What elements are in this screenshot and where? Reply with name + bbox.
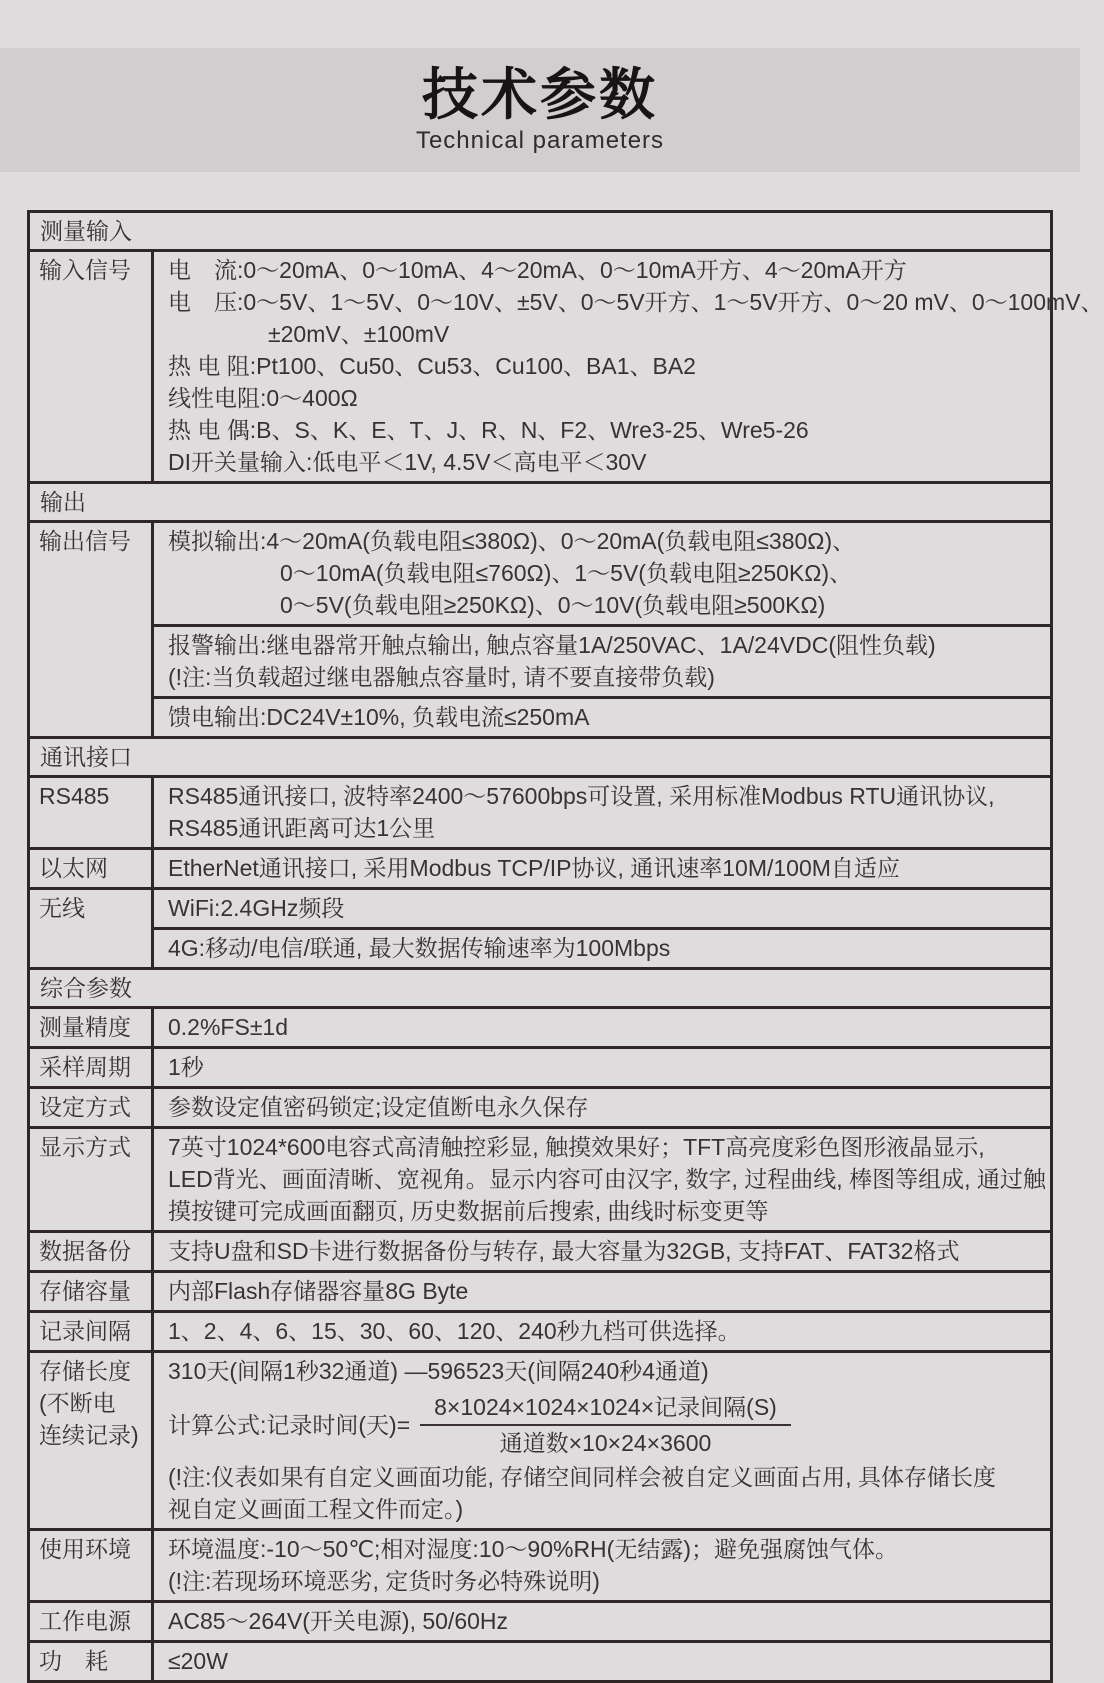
label-line: 连续记录) [39,1422,139,1448]
cell-content [154,850,1050,887]
table-row-output-signal [30,520,1050,736]
environment-block [154,1531,1050,1600]
text-line: 0～10mA(负载电阻≤760Ω)、1～5V(负载电阻≥250KΩ)、 [280,560,853,586]
page-title: 技术参数 [422,63,658,126]
cell-content [154,1233,1050,1270]
label-line: 存储长度 [39,1358,131,1384]
text-line: 报警输出:继电器常开触点输出, 触点容量1A/250VAC、1A/24VDC(阻性负载) [168,632,936,658]
cell-label: 工作电源 [30,1603,154,1640]
cell-content [154,1643,1050,1680]
display-block [154,1129,1050,1230]
text-line: WiFi:2.4GHz频段 [168,895,345,921]
feed-output-block [154,696,1050,736]
storage-formula [168,1391,1042,1459]
text-line: 0.2%FS±1d [168,1014,289,1040]
text-line: 电 压:0～5V、1～5V、0～10V、±5V、0～5V开方、1～5V开方、0～20 mV、0～100mV、 [168,289,1104,315]
table-row-storage-length [30,1350,1050,1528]
text-line: 热 电 偶:B、S、K、E、T、J、R、N、F2、Wre3-25、Wre5-26 [168,417,809,443]
section-header-general: 综合参数 [30,967,1050,1006]
cell-content [154,252,1104,481]
cell-label: 使用环境 [30,1531,154,1600]
cell-label [30,1353,154,1528]
text-line: 视自定义画面工程文件而定。) [168,1496,464,1522]
formula-prefix: 计算公式:记录时间(天)= [168,1412,411,1438]
text-line: (!注:当负载超过继电器触点容量时, 请不要直接带负载) [168,664,715,690]
table-row-interval [30,1310,1050,1350]
table-row-wireless [30,887,1050,967]
cell-label: 设定方式 [30,1089,154,1126]
ethernet-block [154,850,1050,887]
storage-length-block [154,1353,1050,1528]
cell-label: 无线 [30,890,154,967]
cell-content [154,890,1050,967]
table-row-backup [30,1230,1050,1270]
cell-content [154,1353,1050,1528]
text-line: 馈电输出:DC24V±10%, 负载电流≤250mA [168,704,590,730]
text-line: 模拟输出:4～20mA(负载电阻≤380Ω)、0～20mA(负载电阻≤380Ω)、 [168,528,856,554]
cell-content [154,1273,1050,1310]
table-row-accuracy [30,1006,1050,1046]
4g-block [154,927,1050,967]
page-subtitle: Technical parameters [415,127,665,154]
cell-content [154,1603,1050,1640]
section-header-output: 输出 [30,481,1050,520]
table-row-environment [30,1528,1050,1600]
text-line: 热 电 阻:Pt100、Cu50、Cu53、Cu100、BA1、BA2 [168,353,696,379]
text-line: 线性电阻:0～400Ω [168,385,358,411]
table-row-input-signal [30,249,1104,481]
text-line: DI开关量输入:低电平＜1V, 4.5V＜高电平＜30V [168,449,647,475]
cell-label: 输出信号 [30,523,154,736]
text-line: LED背光、画面清晰、宽视角。显示内容可由汉字, 数字, 过程曲线, 棒图等组成, 通过触 [168,1166,1046,1192]
cell-content [154,1049,1050,1086]
cell-content [154,1009,1050,1046]
cell-content [154,523,1050,736]
text-line: 环境温度:-10～50℃;相对湿度:10～90%RH(无结露)；避免强腐蚀气体。 [168,1536,898,1562]
text-line: 内部Flash存储器容量8G Byte [168,1278,469,1304]
cell-label: 数据备份 [30,1233,154,1270]
input-signal-block [154,252,1104,481]
cell-content [154,1129,1050,1230]
cell-label: 以太网 [30,850,154,887]
table-row-ethernet [30,847,1050,887]
cell-label: 采样周期 [30,1049,154,1086]
label-line: (不断电 [39,1390,116,1416]
cell-label: 功 耗 [30,1643,154,1680]
formula-numerator: 8×1024×1024×1024×记录间隔(S) [420,1391,791,1426]
text-line: AC85～264V(开关电源), 50/60Hz [168,1608,509,1634]
table-row-consumption [30,1640,1050,1680]
wifi-block [154,890,1050,927]
alarm-output-block [154,624,1050,696]
text-line: RS485通讯距离可达1公里 [168,815,436,841]
cell-content [154,778,1050,847]
text-line: 参数设定值密码锁定;设定值断电永久保存 [168,1094,589,1120]
table-row-display [30,1126,1050,1230]
cell-label: 测量精度 [30,1009,154,1046]
table-row-power [30,1600,1050,1640]
spec-table [27,210,1104,1683]
cell-content [154,1089,1050,1126]
table-row-sampling [30,1046,1050,1086]
section-header-comm: 通讯接口 [30,736,1050,775]
cell-label: 输入信号 [30,252,154,481]
table-row-setting [30,1086,1050,1126]
text-line: 7英寸1024*600电容式高清触控彩显, 触摸效果好；TFT高亮度彩色图形液晶显示, [168,1134,985,1160]
text-line: 摸按键可完成画面翻页, 历史数据前后搜索, 曲线时标变更等 [168,1198,769,1224]
formula-denominator: 通道数×10×24×3600 [499,1430,712,1456]
section-header-measure-input: 测量输入 [40,218,132,244]
text-line: 电 流:0～20mA、0～10mA、4～20mA、0～10mA开方、4～20mA开方 [168,257,907,283]
text-line: 1、2、4、6、15、30、60、120、240秒九档可供选择。 [168,1318,741,1344]
text-line: ±20mV、±100mV [268,321,450,347]
analog-output-block [154,523,1050,624]
text-line: 1秒 [168,1054,204,1080]
text-line: ≤20W [168,1648,228,1674]
text-line: 4G:移动/电信/联通, 最大数据传输速率为100Mbps [168,935,671,961]
title-band [0,48,1080,172]
text-line: (!注:仪表如果有自定义画面功能, 存储空间同样会被自定义画面占用, 具体存储长度 [168,1464,996,1490]
text-line: 0～5V(负载电阻≥250KΩ)、0～10V(负载电阻≥500KΩ) [280,592,826,618]
text-line: RS485通讯接口, 波特率2400～57600bps可设置, 采用标准Modbus RTU通讯协议, [168,783,995,809]
cell-label: 记录间隔 [30,1313,154,1350]
text-line: 310天(间隔1秒32通道) —596523天(间隔240秒4通道) [168,1358,709,1384]
table-row-rs485 [30,775,1050,847]
rs485-block [154,778,1050,847]
text-line: (!注:若现场环境恶劣, 定货时务必特殊说明) [168,1568,600,1594]
text-line: 支持U盘和SD卡进行数据备份与转存, 最大容量为32GB, 支持FAT、FAT32格式 [168,1238,960,1264]
cell-content [154,1313,1050,1350]
cell-label: 存储容量 [30,1273,154,1310]
formula-fraction [420,1391,791,1459]
table-row-capacity [30,1270,1050,1310]
text-line: EtherNet通讯接口, 采用Modbus TCP/IP协议, 通讯速率10M/100M自适应 [168,855,900,881]
cell-label: RS485 [30,778,154,847]
cell-label: 显示方式 [30,1129,154,1230]
cell-content [154,1531,1050,1600]
